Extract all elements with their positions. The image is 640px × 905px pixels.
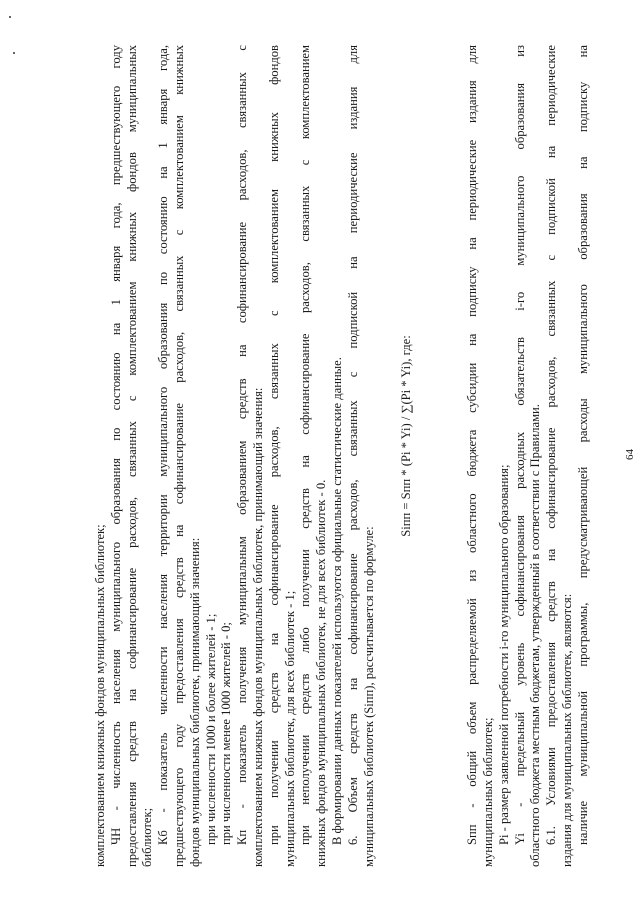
text-line: предшествующего году предоставления средств на софинансирование расходов, связанных с комплектованием книжных bbox=[171, 45, 186, 867]
text-line: предоставления средств на софинансирование расходов, связанных с комплектованием книжных фондов муниципальных bbox=[124, 45, 139, 867]
text-line: комплектованием книжных фондов муниципальных библиотек; bbox=[93, 524, 107, 867]
text-line: муниципальных библиотек; bbox=[480, 717, 495, 867]
text-line: Кб - показатель численности населения территории муниципального образования по состоянию на 1 января года, bbox=[156, 45, 171, 845]
document-body bbox=[93, 45, 592, 867]
text-line: при получении средств на софинансирование расходов, связанных с комплектованием книжных фондов bbox=[266, 45, 281, 845]
text-line: 6. Объем средств на софинансирование расходов, связанных с подпиской на периодические издания для bbox=[345, 45, 360, 845]
text-line: фондов муниципальных библиотек, принимающий значения: bbox=[187, 537, 202, 867]
text-line: наличие муниципальной программы, предусматривающей расходы муниципального образования на подписку на bbox=[575, 45, 590, 845]
text-line: муниципальных библиотек (Siпп), рассчитывается по формуле: bbox=[361, 526, 376, 867]
text-line: ЧН - численность населения муниципального образования по состоянию на 1 января года, предшествующего году bbox=[108, 45, 123, 845]
text-line: при численности 1000 и более жителей - 1; bbox=[203, 613, 218, 845]
text-line: Yi - предельный уровень софинансирования расходных обязательств i-го муниципального образования из bbox=[512, 45, 527, 845]
text-line: комплектованием книжных фондов муниципальных библиотек, принимающий значения: bbox=[250, 387, 265, 867]
text-line: Кп - показатель получения муниципальным образованием средств на софинансирование расходов, связанных с bbox=[235, 45, 250, 845]
text-line: 6.1. Условиями предоставления средств на софинансирование расходов, связанных с подпиской на периодические bbox=[544, 45, 559, 845]
text-line: при численности менее 1000 жителей - 0; bbox=[219, 622, 234, 845]
text-line: Sпп - общий объем распределяемой из областного бюджета субсидии на подписку на периодические издания для bbox=[465, 45, 480, 845]
text-line: муниципальных библиотек, для всех библиотек - 1; bbox=[282, 590, 297, 867]
text-line: библиотек; bbox=[140, 807, 155, 867]
text-line: Pi - размер заявленной потребности i-го муниципального образования; bbox=[496, 464, 511, 845]
text-line: областного бюджета местным бюджетам, утвержденный в соответствии с Правилами. bbox=[528, 404, 543, 867]
text-line: книжных фондов муниципальных библиотек, не для всех библиотек - 0. bbox=[314, 479, 329, 867]
text-line: при неполучении средств либо получении средств на софинансирование расходов, связанных с комплектованием bbox=[298, 45, 313, 845]
text-line: издания для муниципальных библиотек, являются: bbox=[559, 593, 574, 867]
text-line: В формировании данных показателей используются официальные статистические данные. bbox=[329, 357, 344, 845]
page-number: 64 bbox=[624, 449, 636, 460]
formula: Siпп = Sпп * (Pi * Yi) / ∑(Pi * Yi), где: bbox=[399, 335, 414, 537]
